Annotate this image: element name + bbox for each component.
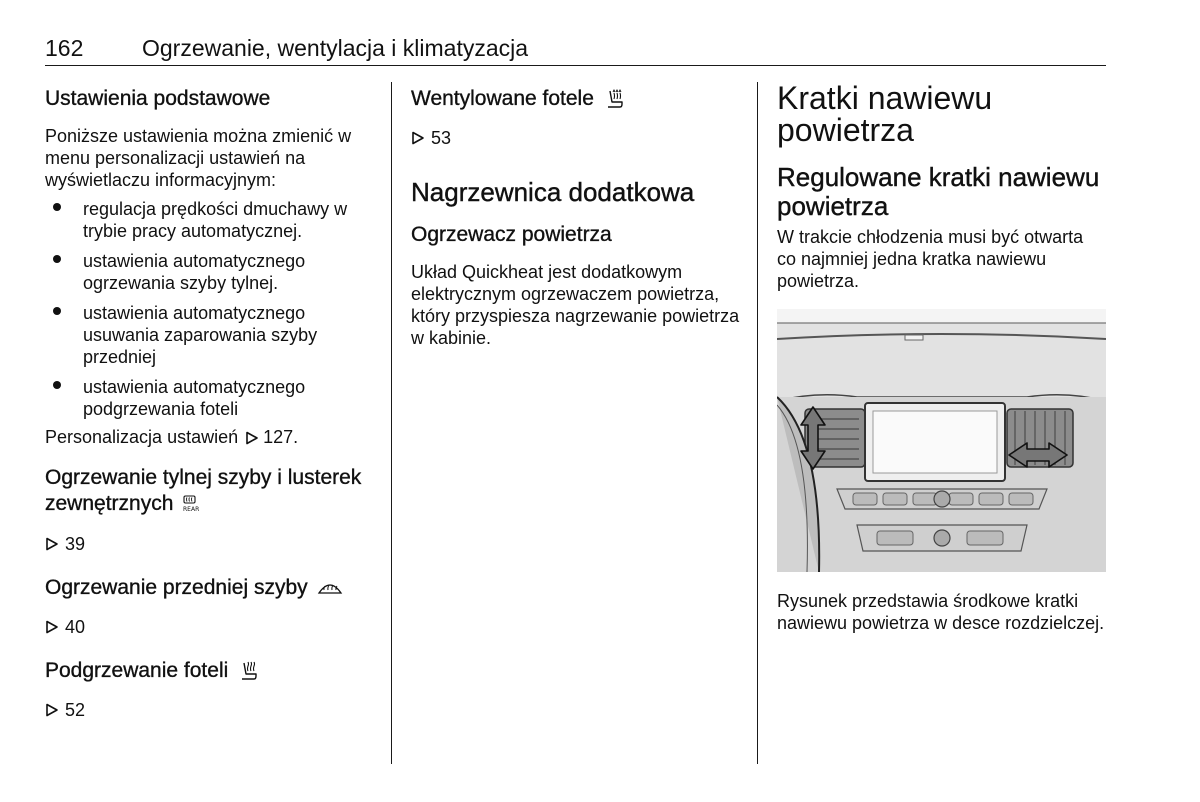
dashboard-illustration-drawing: [777, 309, 1106, 572]
heading-basic-settings: Ustawienia podstawowe: [45, 87, 271, 110]
paragraph-air-heater: Układ Quickheat jest dodatkowym elektrycznym ogrzewaczem powietrza, który przyspiesza nagrzewanie powietrza w kabinie.: [411, 262, 740, 348]
column-divider: [757, 82, 758, 764]
seat-heating-icon: [237, 660, 259, 682]
settings-list: [45, 198, 380, 420]
heading-auxiliary-heater: Nagrzewnica dodatkowa: [411, 177, 695, 207]
page-reference-arrow-icon: [245, 431, 259, 445]
heading-ventilated-seats: Wentylowane fotele: [411, 86, 746, 111]
list-item: ustawienia automatycznego podgrzewania foteli: [45, 376, 380, 420]
rear-heating-page-reference[interactable]: 39: [45, 533, 380, 555]
seat-ventilation-icon: [603, 88, 625, 110]
column-left: [45, 82, 380, 721]
paragraph-basic-settings: Poniższe ustawienia można zmienić w menu personalizacji ustawień na wyświetlaczu informacyjnym:: [45, 126, 352, 190]
page-title: Ogrzewanie, wentylacja i klimatyzacja: [142, 35, 529, 61]
dashboard-vents-illustration: [777, 309, 1106, 572]
figure-caption: Rysunek przedstawia środkowe kratki nawiewu powietrza w desce rozdzielczej.: [777, 591, 1105, 633]
seat-heating-page-reference[interactable]: 52: [45, 699, 380, 721]
ventilated-seats-page-reference[interactable]: 53: [411, 127, 746, 149]
column-middle: [411, 82, 746, 349]
page-reference-arrow-icon: [45, 537, 59, 551]
heading-air-vents: Kratki nawiewu powietrza: [777, 80, 993, 148]
page-reference-arrow-icon: [411, 131, 425, 145]
heading-rear-window-heating: Ogrzewanie tylnej szyby i lusterek zewnętrznych REAR: [45, 466, 362, 515]
page-header: [45, 33, 1106, 66]
paragraph-vents-intro: W trakcie chłodzenia musi być otwarta co najmniej jedna kratka nawiewu powietrza.: [777, 227, 1084, 291]
list-item: regulacja prędkości dmuchawy w trybie pracy automatycznej.: [45, 198, 380, 242]
front-heating-page-reference[interactable]: 40: [45, 616, 380, 638]
heading-seat-heating: Podgrzewanie foteli: [45, 658, 380, 683]
bullet-icon: [53, 255, 61, 263]
heading-adjustable-air-vents: Regulowane kratki nawiewu powietrza: [777, 162, 1100, 221]
heading-front-window-heating: Ogrzewanie przedniej szyby: [45, 575, 380, 600]
front-defrost-icon: [317, 580, 343, 596]
page-number: 162: [45, 35, 84, 61]
bullet-icon: [53, 381, 61, 389]
list-item: ustawienia automatycznego usuwania zaparowania szyby przedniej: [45, 302, 380, 368]
bullet-icon: [53, 307, 61, 315]
page-reference-arrow-icon: [45, 620, 59, 634]
bullet-icon: [53, 203, 61, 211]
rear-defrost-icon: [182, 494, 200, 514]
svg-text:REAR: REAR: [183, 506, 200, 514]
list-item: ustawienia automatycznego ogrzewania szyby tylnej.: [45, 250, 380, 294]
page-reference-arrow-icon: [45, 703, 59, 717]
column-right: [777, 82, 1107, 634]
personalization-reference[interactable]: Personalizacja ustawień 127.: [45, 427, 299, 447]
heading-air-heater: Ogrzewacz powietrza: [411, 223, 612, 246]
column-divider: [391, 82, 392, 764]
